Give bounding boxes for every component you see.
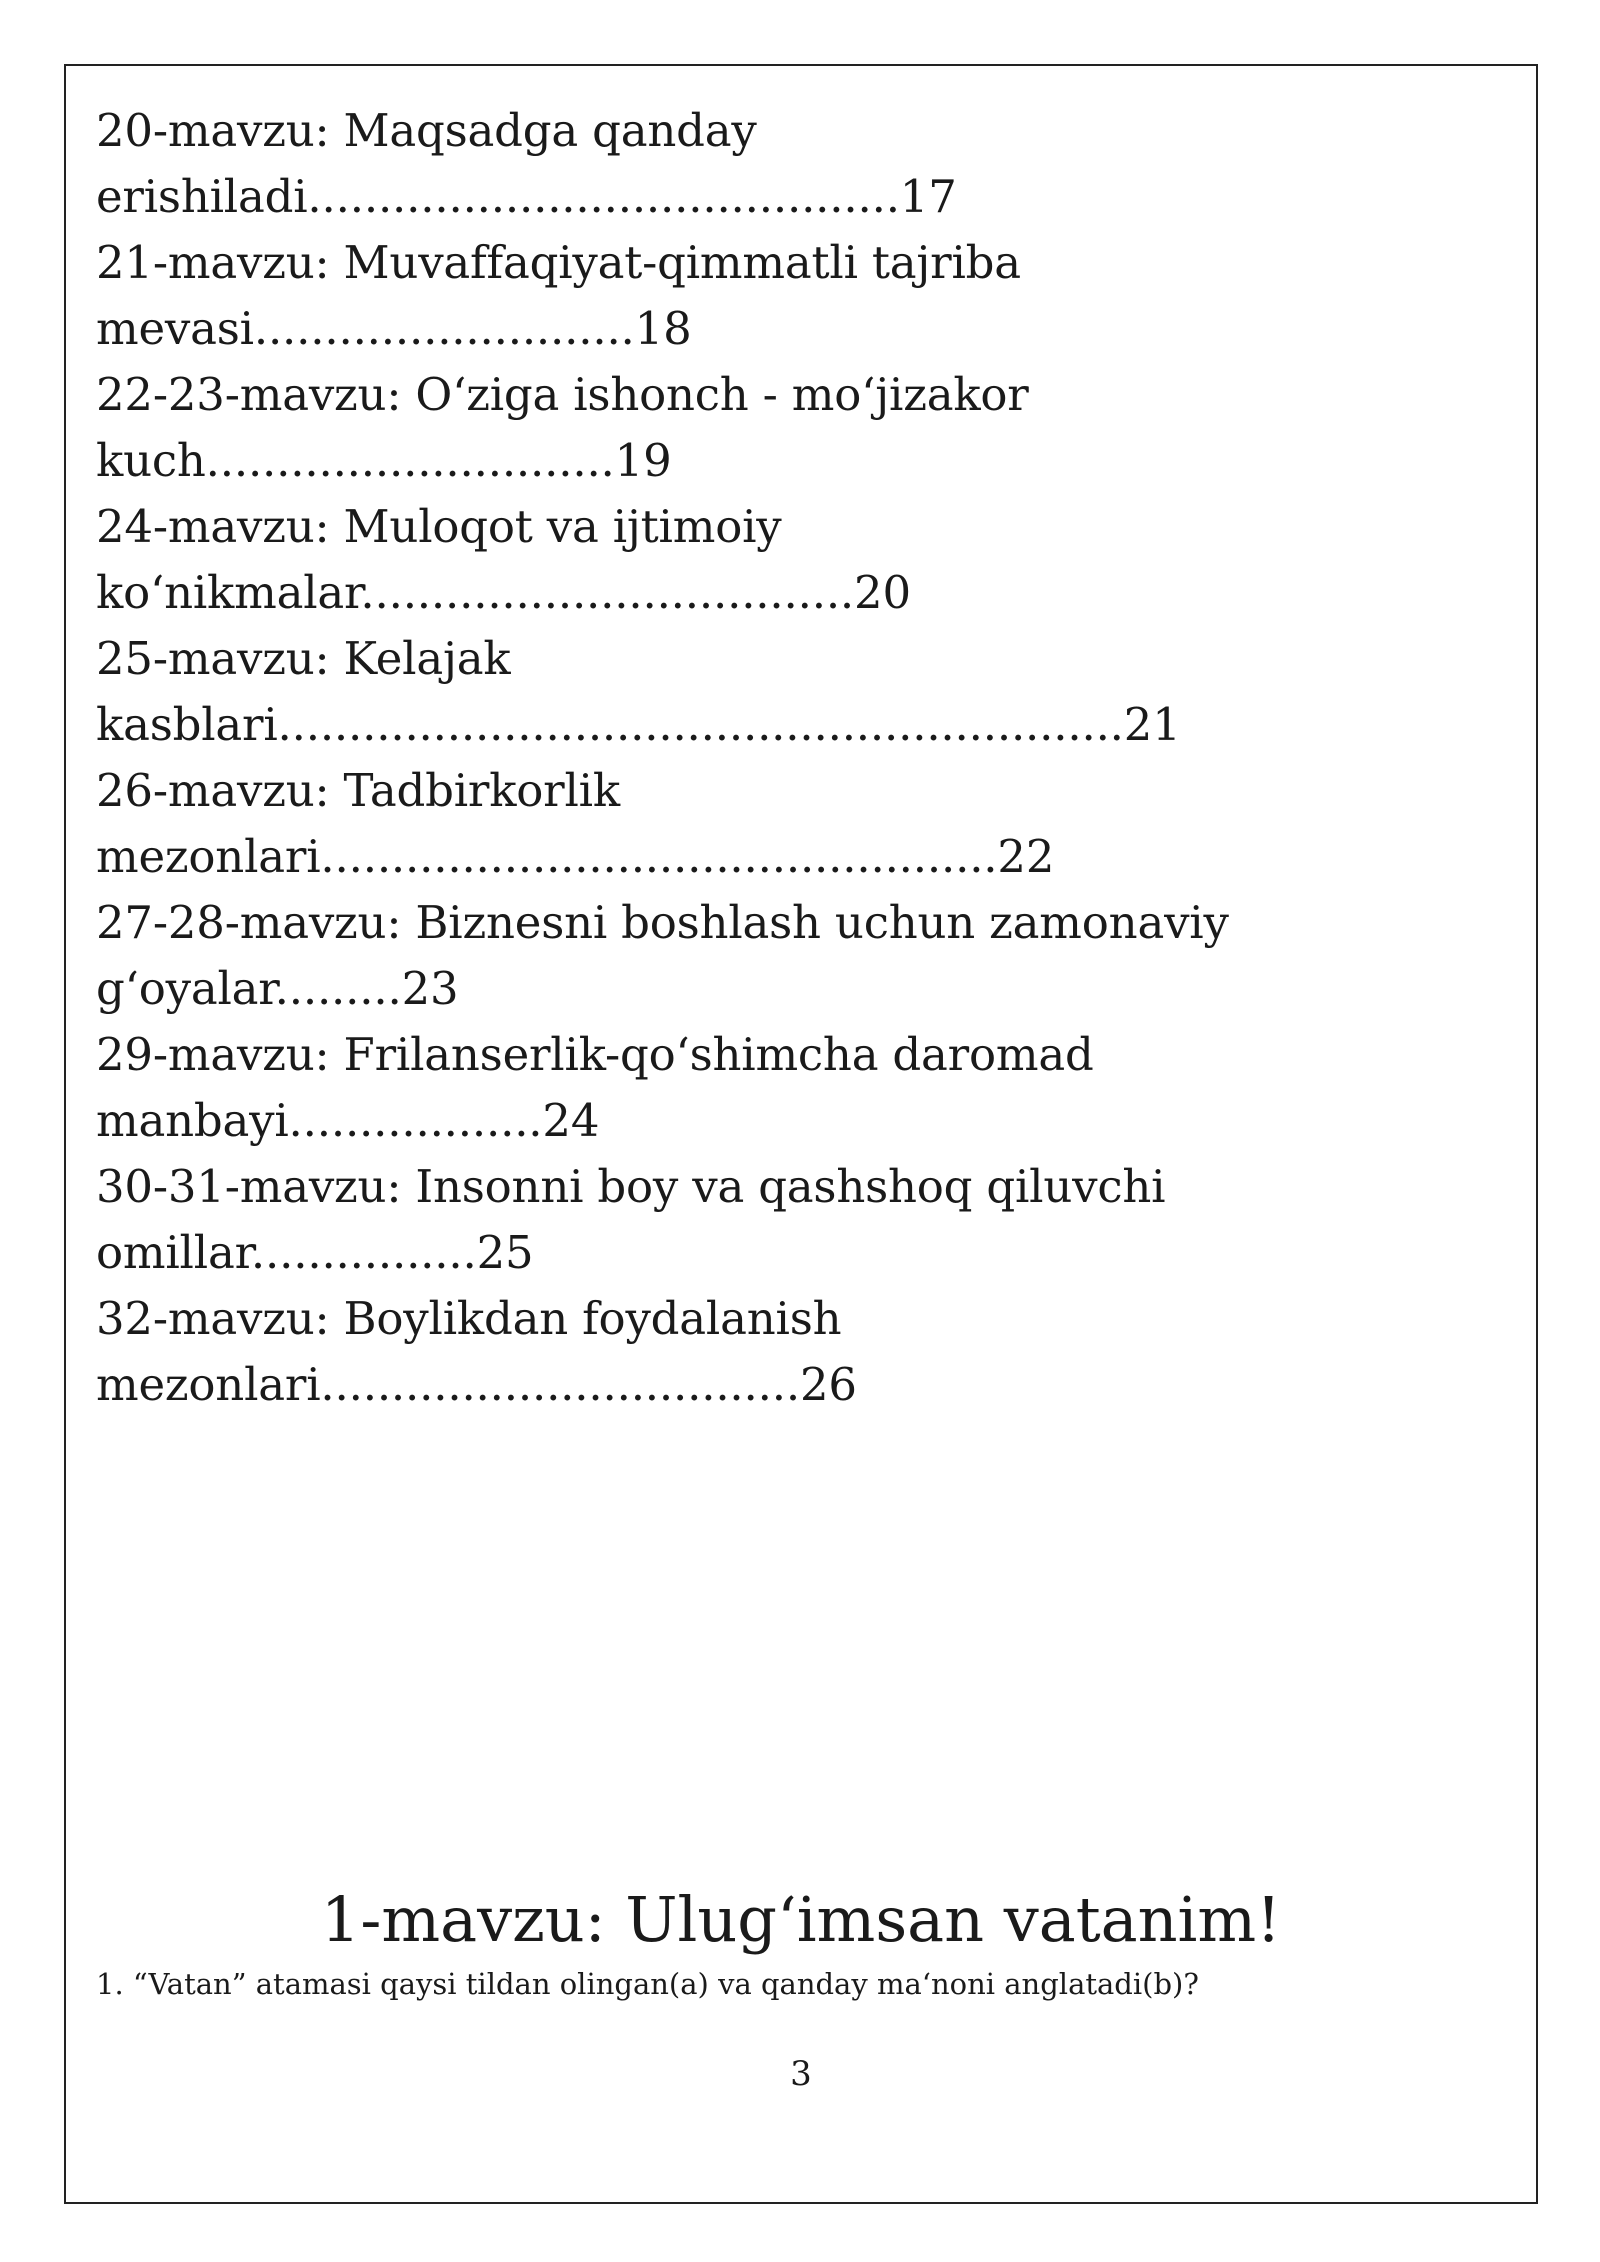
toc-line: 20-mavzu: Maqsadga qanday	[96, 104, 757, 157]
toc-line: 21-mavzu: Muvaffaqiyat-qimmatli tajriba	[96, 236, 1021, 289]
question-text: 1. “Vatan” atamasi qaysi tildan olingan(a) va qanday ma‘noni anglatadi(b)?	[96, 1967, 1199, 2001]
toc-line: 24-mavzu: Muloqot va ijtimoiy	[96, 500, 782, 553]
toc-line: g‘oyalar.........23	[96, 962, 459, 1015]
table-of-contents	[96, 98, 1496, 1418]
toc-line: 25-mavzu: Kelajak	[96, 632, 511, 685]
toc-line: 27-28-mavzu: Biznesni boshlash uchun zamonaviy	[96, 896, 1229, 949]
toc-line: erishiladi..........................................17	[96, 170, 957, 223]
toc-line: 22-23-mavzu: O‘ziga ishonch - mo‘jizakor	[96, 368, 1029, 421]
toc-line: ko‘nikmalar...................................20	[96, 566, 911, 619]
toc-line: 30-31-mavzu: Insonni boy va qashshoq qiluvchi	[96, 1160, 1166, 1213]
toc-line: manbayi..................24	[96, 1094, 600, 1147]
toc-line: 26-mavzu: Tadbirkorlik	[96, 764, 620, 817]
section-title: 1-mavzu: Ulug‘imsan vatanim!	[320, 1883, 1282, 1956]
toc-line: mezonlari..................................26	[96, 1358, 857, 1411]
toc-line: mevasi...........................18	[96, 302, 692, 355]
toc-line: 29-mavzu: Frilanserlik-qo‘shimcha daromad	[96, 1028, 1094, 1081]
toc-line: kasblari............................................................21	[96, 698, 1181, 751]
page-number: 3	[790, 2054, 812, 2094]
toc-line: 32-mavzu: Boylikdan foydalanish	[96, 1292, 842, 1345]
toc-line: kuch.............................19	[96, 434, 672, 487]
toc-line: mezonlari................................................22	[96, 830, 1055, 883]
toc-line: omillar................25	[96, 1226, 534, 1279]
